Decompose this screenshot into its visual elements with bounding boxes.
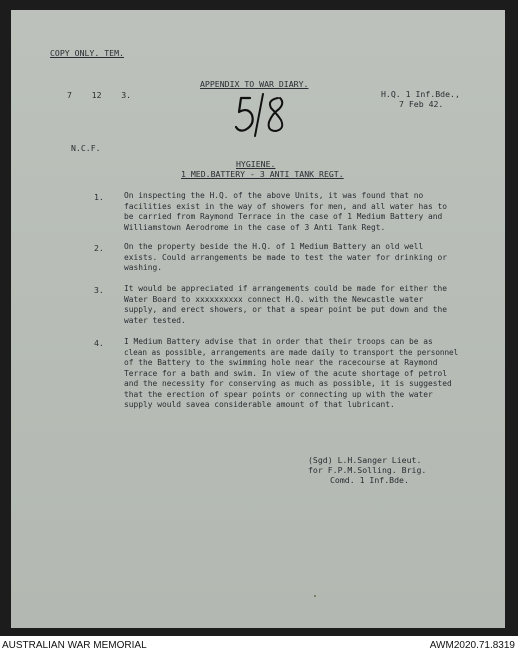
paragraph-4-number: 4. <box>94 338 104 348</box>
copy-note: COPY ONLY. TEM. <box>50 48 124 58</box>
signature-line-3: Comd. 1 Inf.Bde. <box>330 475 409 485</box>
footer-accession-number: AWM2020.71.8319 <box>429 640 515 651</box>
heading-units: 1 MED.BATTERY - 3 ANTI TANK REGT. <box>181 169 344 179</box>
document-title: APPENDIX TO WAR DIARY. <box>200 79 309 89</box>
paragraph-3-line: Water Board to xxxxxxxxxx connect H.Q. with the Newcastle water <box>124 294 424 304</box>
paragraph-1-line: be carried from Raymond Terrace in the case of 1 Medium Battery and <box>124 212 443 221</box>
paper-speck <box>314 595 316 597</box>
paragraph-4-line: clean as possible, arrangements are made daily to transport the personnel <box>124 347 459 357</box>
archive-footer <box>0 638 518 653</box>
paragraph-1-line: On inspecting the H.Q. of the above Units, it was found that no <box>124 191 424 200</box>
signature-line-1: (Sgd) L.H.Sanger Lieut. <box>308 455 422 465</box>
addressee: N.C.F. <box>71 143 101 153</box>
paragraph-2-line: washing. <box>124 263 163 272</box>
signature-line-2: for F.P.M.Solling. Brig. <box>308 465 427 475</box>
reference-number: 7 12 3. <box>67 90 132 100</box>
paragraph-3-line: It would be appreciated if arrangements could be made for either the <box>124 284 448 293</box>
handwritten-folio-number <box>233 92 293 138</box>
paragraph-3-line: supply, and erect showers, or that a spear point be put down and the <box>124 305 448 314</box>
paragraph-1-line: Williamstown Aerodrome in the case of 3 Anti Tank Regt. <box>124 222 386 232</box>
paragraph-4-line: I Medium Battery advise that in order that their troops can be as <box>124 337 433 346</box>
paragraph-4-line: that the erection of spear points or connecting up with the water <box>124 389 433 399</box>
paragraph-4-line: Terrace for a bath and swim. In view of the acute shortage of petrol <box>124 368 448 378</box>
paragraph-4-line: of the Battery to the swimming hole near the racecourse at Raymond <box>124 358 438 367</box>
paragraph-2-line: exists. Could arrangements be made to test the water for drinking or <box>124 252 448 262</box>
heading-hygiene: HYGIENE. <box>236 159 276 169</box>
paragraph-1-line: facilities exist in the way of showers for men, and all water has to <box>124 201 448 211</box>
paragraph-3-line: water tested. <box>124 315 186 325</box>
footer-institution: AUSTRALIAN WAR MEMORIAL <box>2 640 147 651</box>
paragraph-3-number: 3. <box>94 285 104 295</box>
paragraph-1-number: 1. <box>94 192 104 202</box>
paragraph-2-number: 2. <box>94 243 104 253</box>
hq-line-2: 7 Feb 42. <box>399 99 444 109</box>
paragraph-2-line: On the property beside the H.Q. of 1 Medium Battery an old well <box>124 242 424 251</box>
hq-line-1: H.Q. 1 Inf.Bde., <box>381 89 460 99</box>
paragraph-4-line: and the necessity for conserving as much as possible, it is suggested <box>124 379 452 388</box>
paragraph-4-line: supply would savea considerable amount of that lubricant. <box>124 400 395 409</box>
